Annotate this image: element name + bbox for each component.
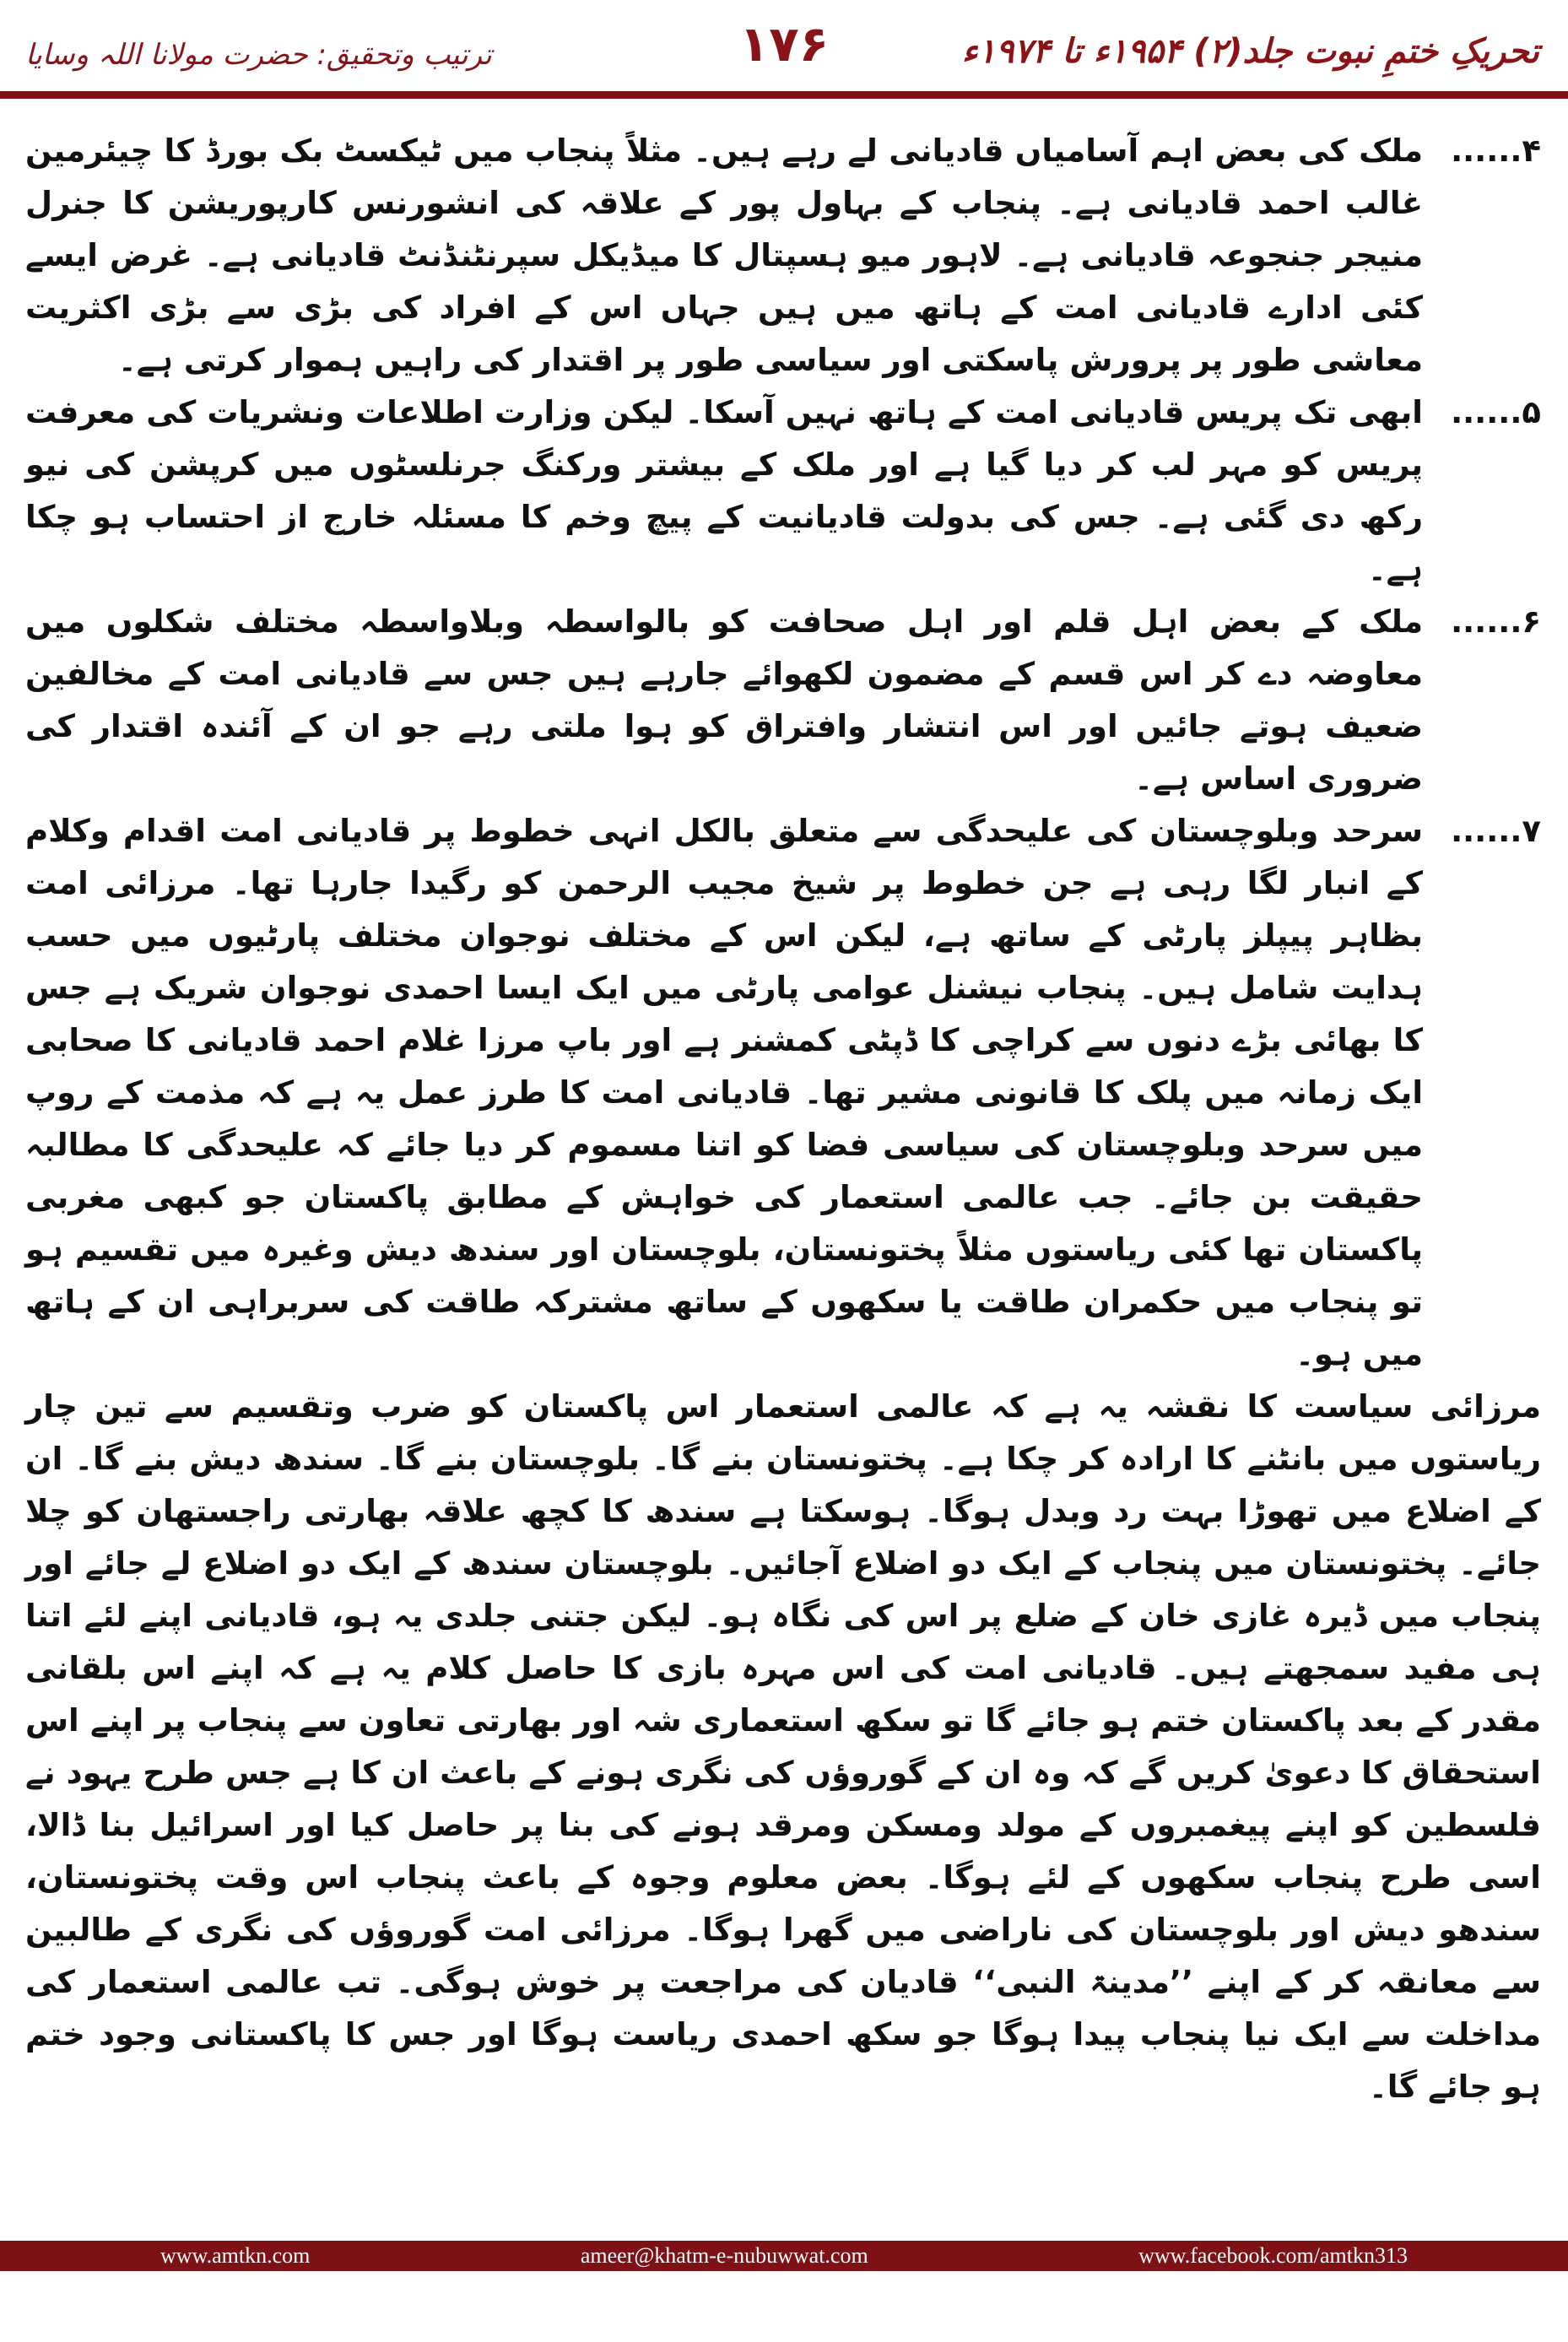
paragraph-number: ۵...... [1451, 394, 1541, 430]
footer-links [0, 2241, 1568, 2271]
page-body [25, 125, 1541, 2207]
paragraph-number: ۷...... [1451, 813, 1541, 849]
paragraph-number: ۶...... [1451, 603, 1541, 640]
paragraph-7 [25, 805, 1541, 1381]
email-link[interactable]: ameer@khatm-e-nubuwwat.com [580, 2243, 868, 2268]
paragraph-text: سرحد وبلوچستان کی علیحدگی سے متعلق بالکل انہی خطوط پر قادیانی امت اقدام وکلام کے انبار لگا رہی ہے جن خطوط پر شیخ مجیب الرحمن کو رگیدا جارہا تھا۔ مرزائی امت بظاہر پیپلز پارٹی کے ساتھ ہے، لیکن اس کے مختلف نوجوان مختلف پارٹیوں میں حسب ہدایت شامل ہیں۔ پنجاب نیشنل عوامی پارٹی میں ایک ایسا احمدی نوجوان شریک ہے جس کا بھائی بڑے دنوں سے کراچی کا ڈپٹی کمشنر ہے اور باپ مرزا غلام احمد قادیانی کا صحابی ایک زمانہ میں پلک کا قانونی مشیر تھا۔ قادیانی امت کا طرز عمل یہ ہے کہ مذمت کے روپ میں سرحد وبلوچستان کی سیاسی فضا کو اتنا مسموم کر دیا جائے کہ علیحدگی کا مطالبہ حقیقت بن جائے۔ جب عالمی استعمار کی خواہش کے مطابق پاکستان جو کبھی مغربی پاکستان تھا کئی ریاستوں مثلاً پختونستان، بلوچستان اور سندھ دیش وغیرہ میں تقسیم ہو تو پنجاب میں حکمران طاقت یا سکھوں کے ساتھ مشترکہ طاقت کی سربراہی ان کے ہاتھ میں ہو۔ [25, 813, 1423, 1372]
paragraph-number: ۴...... [1451, 133, 1541, 169]
book-title: تحریکِ ختمِ نبوت جلد(۲) ۱۹۵۴ء تا ۱۹۷۴ء [961, 32, 1539, 71]
header-divider [0, 91, 1568, 99]
paragraph-mirzai-politics [25, 1381, 1541, 2113]
page-number: ۱۷۶ [738, 15, 830, 73]
page-footer [0, 2241, 1568, 2342]
facebook-link[interactable]: www.facebook.com/amtkn313 [1138, 2243, 1408, 2268]
website-link[interactable]: www.amtkn.com [160, 2243, 311, 2268]
paragraph-6 [25, 596, 1541, 805]
paragraph-text: ابھی تک پریس قادیانی امت کے ہاتھ نہیں آسکا۔ لیکن وزارت اطلاعات ونشریات کی معرفت پریس کو مہر لب کر دیا گیا ہے اور ملک کے بیشتر ورکنگ جرنلسٹوں میں کرپشن کی نیو رکھ دی گئی ہے۔ جس کی بدولت قادیانیت کے پیچ وخم کا مسئلہ خارج از احتساب ہو چکا ہے۔ [25, 394, 1423, 587]
paragraph-4 [25, 125, 1541, 387]
paragraph-text: مرزائی سیاست کا نقشہ یہ ہے کہ عالمی استعمار اس پاکستان کو ضرب وتقسیم سے تین چار ریاستوں میں بانٹنے کا ارادہ کر چکا ہے۔ پختونستان بنے گا۔ بلوچستان بنے گا۔ سندھ دیش بنے گا۔ ان کے اضلاع میں تھوڑا بہت رد وبدل ہوگا۔ ہوسکتا ہے سندھ کا کچھ علاقہ بھارتی راجستھان کو چلا جائے۔ پختونستان میں پنجاب کے ایک دو اضلاع آجائیں۔ بلوچستان سندھ کے ایک دو اضلاع لے جائے اور پنجاب میں ڈیرہ غازی خان کے ضلع پر اس کی نگاہ ہو۔ لیکن جتنی جلدی یہ ہو، قادیانی اپنے لئے اتنا ہی مفید سمجھتے ہیں۔ قادیانی امت کی اس مہرہ بازی کا حاصل کلام یہ ہے کہ اپنے اس بلقانی مقدر کے بعد پاکستان ختم ہو جائے گا تو سکھ استعماری شہ اور بھارتی تعاون سے پنجاب پر اپنے اس استحقاق کا دعویٰ کریں گے کہ وہ ان کے گوروؤں کی نگری ہونے کے باعث ان کا ہے جس طرح یہود نے فلسطین کو اپنے پیغمبروں کے مولد ومسکن ومرقد ہونے کی بنا پر حاصل کیا اور اسرائیل بنا ڈالا، اسی طرح پنجاب سکھوں کے لئے ہوگا۔ بعض معلوم وجوہ کے باعث پنجاب اس وقت پختونستان، سندھو دیش اور بلوچستان کی ناراضی میں گھرا ہوگا۔ مرزائی امت گوروؤں کی نگری کے طالبین سے معانقہ کر کے اپنے ’’مدینۃ النبی‘‘ قادیان کی مراجعت پر خوش ہوگی۔ تب عالمی استعمار کی مداخلت سے ایک نیا پنجاب پیدا ہوگا جو سکھ احمدی ریاست ہوگا اور جس کا پاکستانی وجود ختم ہو جائے گا۔ [25, 1388, 1541, 2105]
paragraph-5 [25, 387, 1541, 596]
paragraph-text: ملک کے بعض اہل قلم اور اہل صحافت کو بالواسطہ وبلاواسطہ مختلف شکلوں میں معاوضہ دے کر اس قسم کے مضمون لکھوائے جارہے ہیں جس سے قادیانی امت کے مخالفین ضعیف ہوتے جائیں اور اس انتشار وافتراق کو ہوا ملتی رہے جو ان کے آئندہ اقتدار کی ضروری اساس ہے۔ [25, 603, 1423, 797]
compiler-credit: ترتیب وتحقیق: حضرت مولانا اللہ وسایا [25, 38, 492, 72]
paragraph-text: ملک کی بعض اہم آسامیاں قادیانی لے رہے ہیں۔ مثلاً پنجاب میں ٹیکسٹ بک بورڈ کا چیئرمین غالب احمد قادیانی ہے۔ پنجاب کے بہاول پور کے علاقہ کی انشورنس کارپوریشن کا جنرل منیجر جنجوعہ قادیانی ہے۔ لاہور میو ہسپتال کا میڈیکل سپرنٹنڈنٹ قادیانی ہے۔ غرض ایسے کئی ادارے قادیانی امت کے ہاتھ میں ہیں جہاں اس کے افراد کی بڑی سے بڑی اکثریت معاشی طور پر پرورش پاسکتی اور سیاسی طور پر اقتدار کی راہیں ہموار کرتی ہے۔ [25, 133, 1423, 378]
page-header [0, 0, 1568, 118]
